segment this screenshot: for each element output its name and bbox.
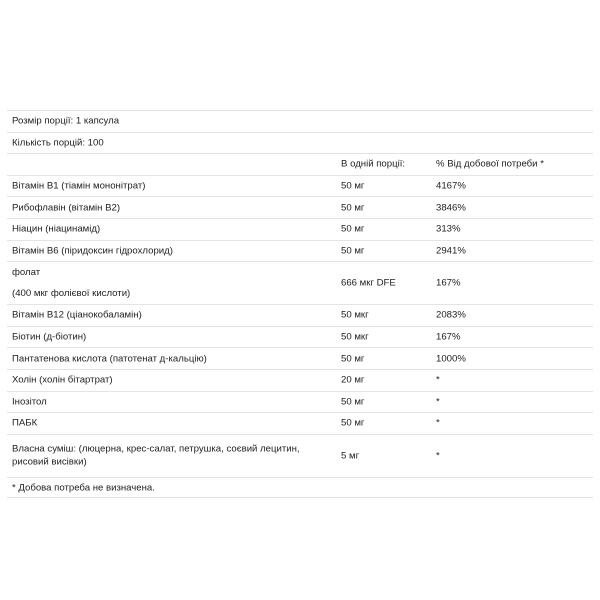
nutrient-daily-value: 167% [436, 277, 461, 289]
nutrient-amount: 20 мг [341, 374, 365, 386]
footnote-row [7, 477, 593, 499]
nutrient-name: Пантатенова кислота (патотенат д-кальцію) [12, 353, 207, 365]
table-row [7, 391, 593, 413]
nutrient-name: Рибофлавін (вітамін B2) [12, 202, 121, 214]
nutrient-amount: 50 мкг [341, 309, 369, 321]
table-header-row [7, 153, 593, 175]
nutrient-amount: 50 мг [341, 396, 365, 408]
nutrient-amount: 50 мкг [341, 331, 369, 343]
nutrient-daily-value: 3846% [436, 202, 466, 214]
nutrient-name: Власна суміш: (люцерна, крес-салат, петрушка, соєвий лецитин, рисовий висівки) [12, 443, 300, 468]
nutrient-amount: 50 мг [341, 202, 365, 214]
nutrient-daily-value: * [436, 374, 440, 386]
table-row [7, 196, 593, 218]
nutrient-name: ПАБК [12, 417, 38, 429]
table-row [7, 369, 593, 391]
table-row [7, 304, 593, 326]
nutrient-name: фолат [12, 267, 41, 279]
table-row [7, 326, 593, 348]
serving-size: Розмір порції: 1 капсула [12, 115, 120, 127]
nutrient-name: Холін (холін бітартрат) [12, 374, 113, 386]
nutrient-name: Інозітол [12, 396, 47, 408]
nutrient-amount: 50 мг [341, 223, 365, 235]
table-row [7, 412, 593, 434]
nutrient-name: Вітамін B1 (тіамін мононітрат) [12, 180, 146, 192]
nutrient-amount: 5 мг [341, 450, 360, 462]
footnote: * Добова потреба не визначена. [12, 482, 155, 493]
nutrient-daily-value: * [436, 450, 440, 462]
servings-count: Кількість порцій: 100 [12, 137, 104, 149]
nutrient-amount: 50 мг [341, 180, 365, 192]
nutrient-name: Вітамін B12 (ціанокобаламін) [12, 309, 142, 321]
table-row [7, 240, 593, 262]
nutrient-daily-value: * [436, 396, 440, 408]
supplement-facts-table [7, 110, 593, 498]
per-serving-header: В одній порції: [341, 158, 406, 170]
nutrient-name-detail: (400 мкг фолієвої кислоти) [12, 288, 131, 300]
nutrient-daily-value: 313% [436, 223, 461, 235]
table-row [7, 261, 593, 304]
nutrient-amount: 666 мкг DFE [341, 277, 396, 289]
table-row [7, 218, 593, 240]
daily-value-header: % Від добової потреби * [436, 158, 544, 170]
nutrient-name: Ніацин (ніацинамід) [12, 223, 101, 235]
nutrient-amount: 50 мг [341, 353, 365, 365]
nutrient-daily-value: * [436, 417, 440, 429]
nutrient-daily-value: 1000% [436, 353, 466, 365]
table-row [7, 434, 593, 477]
nutrient-daily-value: 167% [436, 331, 461, 343]
nutrient-daily-value: 4167% [436, 180, 466, 192]
nutrient-daily-value: 2083% [436, 309, 466, 321]
nutrient-amount: 50 мг [341, 245, 365, 257]
table-row [7, 347, 593, 369]
nutrient-daily-value: 2941% [436, 245, 466, 257]
serving-size-row [7, 110, 593, 132]
nutrient-name: Біотин (д-біотин) [12, 331, 87, 343]
nutrient-amount: 50 мг [341, 417, 365, 429]
nutrient-name: Вітамін B6 (піридоксин гідрохлорид) [12, 245, 173, 257]
table-row [7, 175, 593, 197]
servings-count-row [7, 132, 593, 154]
